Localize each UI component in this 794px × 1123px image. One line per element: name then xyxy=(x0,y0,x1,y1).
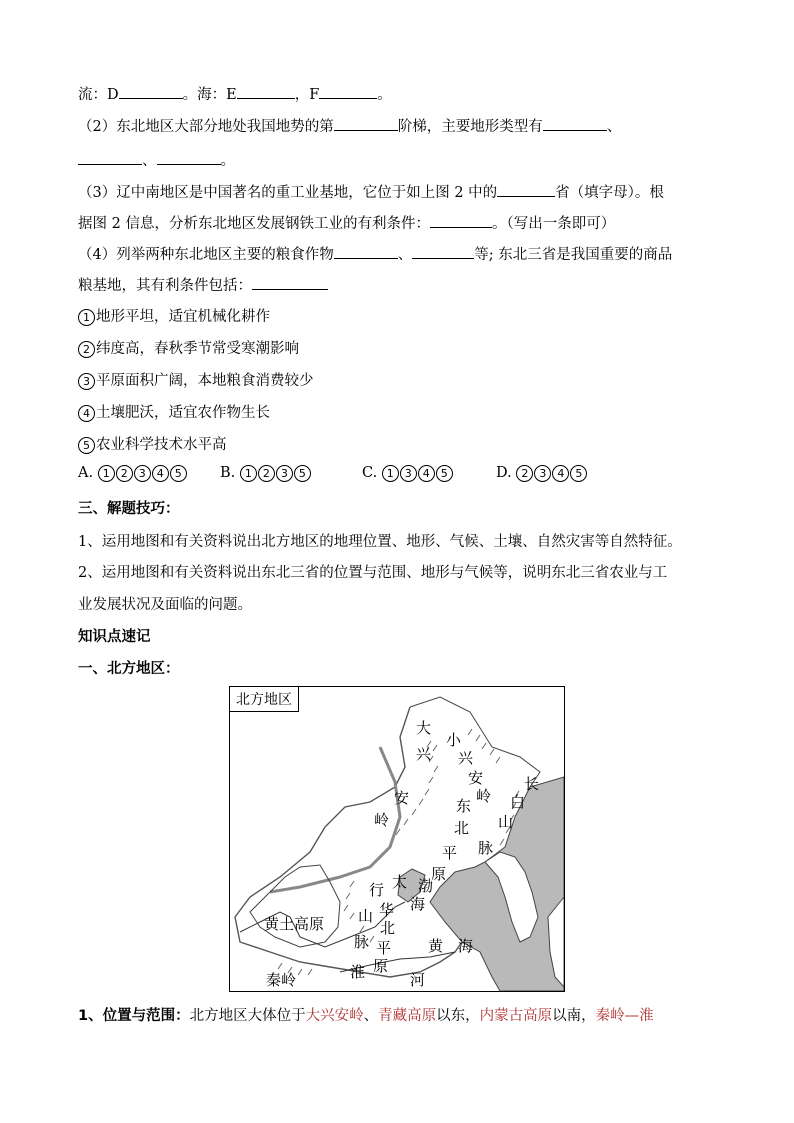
label-huabei-plain: 北 xyxy=(380,919,396,937)
loess-plateau-outline xyxy=(250,865,340,947)
answer-blank-landform-1[interactable] xyxy=(543,116,607,131)
choice-d[interactable] xyxy=(496,465,588,482)
q-line-3 xyxy=(78,149,235,170)
option-text: 土壤肥沃，适宜农作物生长 xyxy=(96,405,270,421)
map-title: 北方地区 xyxy=(230,687,299,712)
label-daxinganling: 大 xyxy=(416,719,432,737)
circled-number: 1 xyxy=(98,465,115,482)
label-huabei-plain: 平 xyxy=(376,939,392,957)
label-daxinganling: 岭 xyxy=(374,811,390,829)
circled-number: 2 xyxy=(78,341,95,358)
label-taihang: 太 xyxy=(392,873,408,891)
circled-number: 5 xyxy=(78,437,95,454)
answer-blank-advantages[interactable] xyxy=(252,275,328,290)
text: 。 xyxy=(377,87,392,103)
label-northeast-plain: 平 xyxy=(442,844,458,862)
label-huaihe: 淮 xyxy=(350,963,366,981)
text: 以东， xyxy=(436,1008,480,1024)
map-graphic xyxy=(230,687,564,991)
text: 等; 东北三省是我国重要的商品 xyxy=(474,247,673,263)
label-daxinganling: 安 xyxy=(394,789,410,807)
label-changbai: 长 xyxy=(524,775,540,793)
label-changbai: 脉 xyxy=(478,839,494,857)
option-text: 农业科学技术水平高 xyxy=(96,437,227,453)
q-line-4 xyxy=(78,181,664,202)
highlight-text: 秦岭—淮 xyxy=(595,1008,654,1024)
tip-2a: 2、运用地图和有关资料说出东北三省的位置与范围、地形与气候等，说明东北三省农业与工 xyxy=(78,565,668,581)
answer-blank-e[interactable] xyxy=(237,84,295,99)
circled-number: 5 xyxy=(170,465,187,482)
text: 粮基地，其有利条件包括： xyxy=(78,278,252,294)
label-taihang: 脉 xyxy=(354,933,370,951)
label-northeast-plain: 原 xyxy=(431,865,447,883)
q-line-2 xyxy=(78,115,621,136)
label-northeast-plain: 北 xyxy=(454,819,470,837)
option-text: 平原面积广阔，本地粮食消费较少 xyxy=(96,373,314,389)
answer-blank-f[interactable] xyxy=(319,84,377,99)
circled-number: 3 xyxy=(276,465,293,482)
text: 北方地区大体位于 xyxy=(189,1008,306,1024)
answer-blank-d[interactable] xyxy=(119,84,183,99)
circled-number: 5 xyxy=(294,465,311,482)
answer-blank-condition[interactable] xyxy=(430,213,492,228)
circled-number: 2 xyxy=(116,465,133,482)
circled-number: 4 xyxy=(78,405,95,422)
label-loess-plateau: 黄土高原 xyxy=(264,915,325,933)
option-5 xyxy=(78,433,227,454)
choice-label: B. xyxy=(220,465,236,481)
answer-blank-step[interactable] xyxy=(334,116,398,131)
q-line-6 xyxy=(78,243,672,264)
circled-number: 4 xyxy=(552,465,569,482)
label-bohai: 海 xyxy=(410,895,426,913)
answer-blank-crop-1[interactable] xyxy=(334,244,398,259)
text: （3）辽中南地区是中国著名的重工业基地，它位于如上图 2 中的 xyxy=(78,185,498,201)
circled-number: 2 xyxy=(258,465,275,482)
circled-number: 2 xyxy=(516,465,533,482)
circled-number: 1 xyxy=(78,309,95,326)
q-line-5 xyxy=(78,212,615,233)
highlight-text: 内蒙古高原 xyxy=(479,1008,553,1024)
label-huabei-plain: 原 xyxy=(373,957,389,975)
circled-number: 4 xyxy=(152,465,169,482)
label-yellow-sea: 黄 xyxy=(428,937,444,955)
knowledge-heading: 知识点速记 xyxy=(78,629,151,645)
label-changbai: 白 xyxy=(510,793,526,811)
tip-2b: 业发展状况及面临的问题。 xyxy=(78,597,252,613)
label-qinling: 秦岭 xyxy=(266,971,297,989)
choice-label: D. xyxy=(496,465,512,481)
tip-1: 1、运用地图和有关资料说出北方地区的地理位置、地形、气候、土壤、自然灾害等自然特征。 xyxy=(78,534,682,550)
text: 省（填字母）。根 xyxy=(555,185,664,201)
north-region-map xyxy=(229,686,565,992)
circled-number: 3 xyxy=(78,373,95,390)
circled-number: 1 xyxy=(240,465,257,482)
text: 以南， xyxy=(552,1008,596,1024)
label-xiaoxinganling: 兴 xyxy=(458,749,474,767)
choice-label: A. xyxy=(78,465,94,481)
choice-a[interactable] xyxy=(78,465,220,482)
q-line-1 xyxy=(78,83,392,104)
subsection-heading: 一、北方地区： xyxy=(78,661,180,677)
label-huabei-plain: 华 xyxy=(379,901,395,919)
text: （2）东北地区大部分地处我国地势的第 xyxy=(78,119,334,135)
label-taihang: 行 xyxy=(369,881,385,899)
text: 据图 2 信息，分析东北地区发展钢铁工业的有利条件： xyxy=(78,216,430,232)
position-range-line xyxy=(78,1004,654,1025)
label-changbai: 山 xyxy=(498,813,514,831)
section-heading: 三、解题技巧： xyxy=(78,501,180,517)
circled-number: 4 xyxy=(418,465,435,482)
label-xiaoxinganling: 安 xyxy=(468,769,484,787)
option-2 xyxy=(78,337,299,358)
text: 、 xyxy=(363,1008,379,1024)
option-text: 纬度高，春秋季节常受寒潮影响 xyxy=(96,341,299,357)
option-1 xyxy=(78,305,270,326)
text: 、 xyxy=(142,153,157,169)
label-bohai: 渤 xyxy=(418,877,434,895)
label-xiaoxinganling: 小 xyxy=(446,731,462,749)
label-xiaoxinganling: 岭 xyxy=(476,787,492,805)
text: 。海：E xyxy=(182,87,237,103)
option-text: 地形平坦，适宜机械化耕作 xyxy=(96,309,270,325)
item-prefix: 1、位置与范围： xyxy=(78,1008,190,1024)
text: 。（写出一条即可） xyxy=(491,216,616,232)
q-line-7 xyxy=(78,274,328,295)
circled-number: 3 xyxy=(134,465,151,482)
text: ，F xyxy=(294,87,320,103)
answer-blank-crop-2[interactable] xyxy=(412,244,474,259)
highlight-text: 大兴安岭 xyxy=(305,1008,364,1024)
label-northeast-plain: 东 xyxy=(456,797,472,815)
circled-number: 3 xyxy=(534,465,551,482)
text: 。 xyxy=(220,153,235,169)
label-daxinganling: 兴 xyxy=(416,745,432,763)
highlight-text: 青藏高原 xyxy=(378,1008,437,1024)
label-huaihe: 河 xyxy=(410,971,426,989)
option-4 xyxy=(78,401,270,422)
text: 流：D xyxy=(78,87,119,103)
text: 阶梯，主要地形类型有 xyxy=(397,119,543,135)
circled-number: 3 xyxy=(400,465,417,482)
choice-c[interactable] xyxy=(362,465,496,482)
label-yellow-sea: 海 xyxy=(458,937,474,955)
choice-b[interactable] xyxy=(220,465,362,482)
answer-blank-landform-3[interactable] xyxy=(157,150,221,165)
choice-label: C. xyxy=(362,465,378,481)
circled-number: 1 xyxy=(382,465,399,482)
option-3 xyxy=(78,369,314,390)
text: 、 xyxy=(397,247,413,263)
circled-number: 5 xyxy=(570,465,587,482)
sea-area xyxy=(430,777,564,991)
choices-row xyxy=(78,465,588,482)
circled-number: 5 xyxy=(436,465,453,482)
label-taihang: 山 xyxy=(358,907,374,925)
answer-blank-landform-2[interactable] xyxy=(78,150,142,165)
text: （4）列举两种东北地区主要的粮食作物 xyxy=(78,247,334,263)
answer-blank-province[interactable] xyxy=(497,182,555,197)
text: 、 xyxy=(606,119,622,135)
